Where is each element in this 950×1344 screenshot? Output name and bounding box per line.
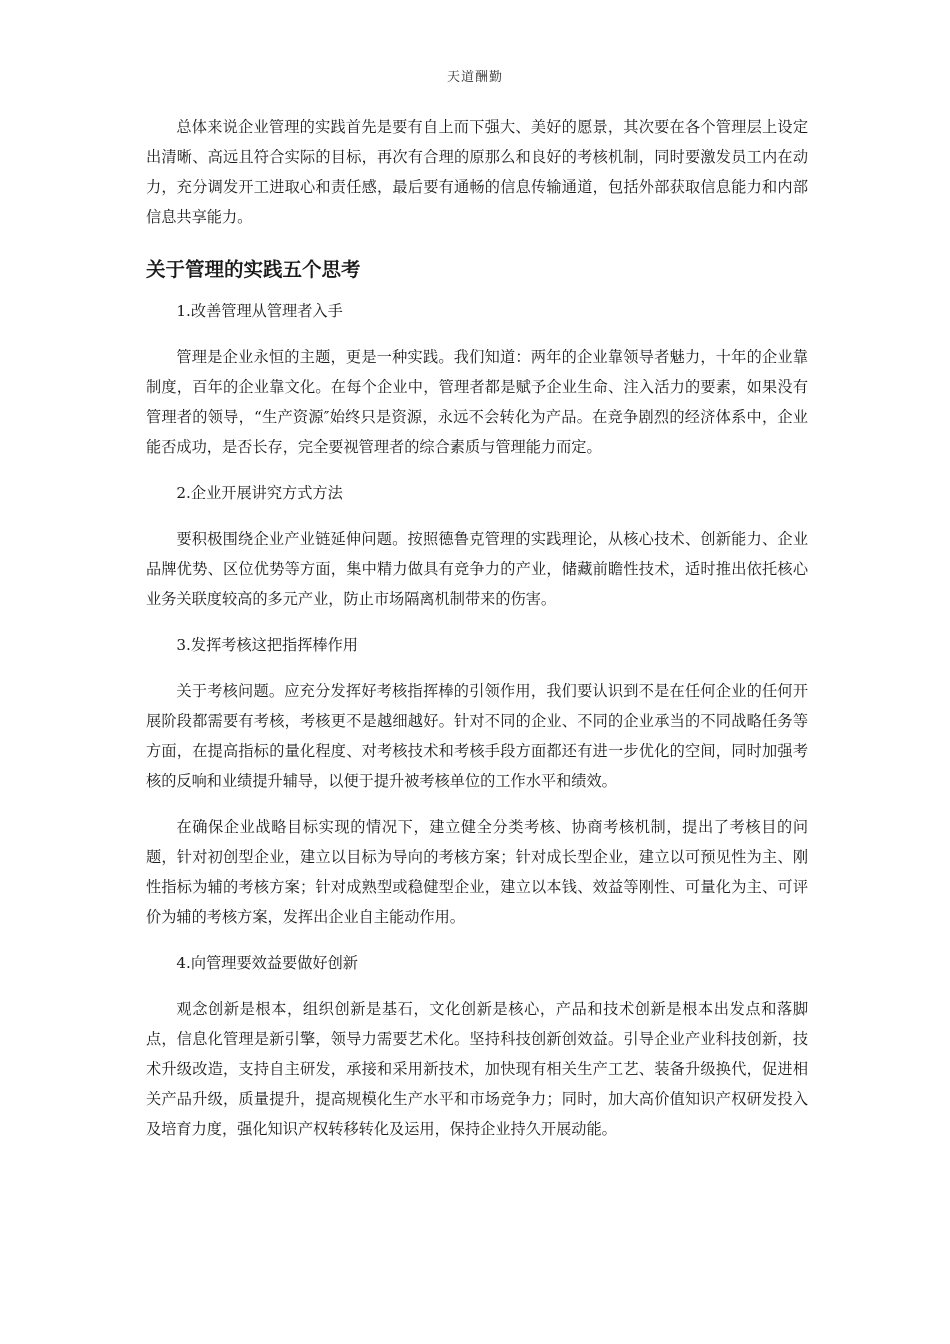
paragraph-3a: 关于考核问题。应充分发挥好考核指挥棒的引领作用，我们要认识到不是在任何企业的任何开展阶段都需要有考核，考核更不是越细越好。针对不同的企业、不同的企业承当的不同战略任务等方面，在提高指标的量化程度、对考核技术和考核手段方面都还有进一步优化的空间，同时加强考核的反响和业绩提升辅导，以便于提升被考核单位的工作水平和绩效。 [146,682,808,790]
paragraph-2: 要积极围绕企业产业链延伸问题。按照德鲁克管理的实践理论，从核心技术、创新能力、企业品牌优势、区位优势等方面，集中精力做具有竞争力的产业，储藏前瞻性技术，适时推出依托核心业务关联度较高的多元产业，防止市场隔离机制带来的伤害。 [146,530,808,608]
subheading-1: 1.改善管理从管理者入手 [176,302,343,320]
section-heading: 关于管理的实践五个思考 [146,258,361,281]
paragraph-3b: 在确保企业战略目标实现的情况下，建立健全分类考核、协商考核机制，提出了考核目的问题，针对初创型企业，建立以目标为导向的考核方案；针对成长型企业，建立以可预见性为主、刚性指标为辅的考核方案；针对成熟型或稳健型企业，建立以本钱、效益等刚性、可量化为主、可评价为辅的考核方案，发挥出企业自主能动作用。 [146,818,808,926]
page-header: 天道酬勤 [446,70,503,85]
intro-paragraph: 总体来说企业管理的实践首先是要有自上而下强大、美好的愿景，其次要在各个管理层上设定出清晰、高远且符合实际的目标，再次有合理的原那么和良好的考核机制，同时要激发员工内在动力，充分调发开工进取心和责任感，最后要有通畅的信息传输通道，包括外部获取信息能力和内部信息共享能力。 [146,118,808,226]
paragraph-1: 管理是企业永恒的主题，更是一种实践。我们知道：两年的企业靠领导者魅力，十年的企业靠制度，百年的企业靠文化。在每个企业中，管理者都是赋予企业生命、注入活力的要素，如果没有管理者的领导，“生产资源″始终只是资源，永远不会转化为产品。在竞争剧烈的经济体系中，企业能否成功，是否长存，完全要视管理者的综合素质与管理能力而定。 [146,348,808,456]
paragraph-4: 观念创新是根本，组织创新是基石，文化创新是核心，产品和技术创新是根本出发点和落脚点，信息化管理是新引擎，领导力需要艺术化。坚持科技创新创效益。引导企业产业科技创新，技术升级改造，支持自主研发，承接和采用新技术，加快现有相关生产工艺、装备升级换代，促进相关产品升级，质量提升，提高规模化生产水平和市场竞争力；同时，加大高价值知识产权研发投入及培育力度，强化知识产权转移转化及运用，保持企业持久开展动能。 [146,1000,808,1138]
subheading-4: 4.向管理要效益要做好创新 [176,954,358,972]
subheading-2: 2.企业开展讲究方式方法 [176,484,343,502]
document-body [146,112,808,1144]
subheading-3: 3.发挥考核这把指挥棒作用 [176,636,358,654]
